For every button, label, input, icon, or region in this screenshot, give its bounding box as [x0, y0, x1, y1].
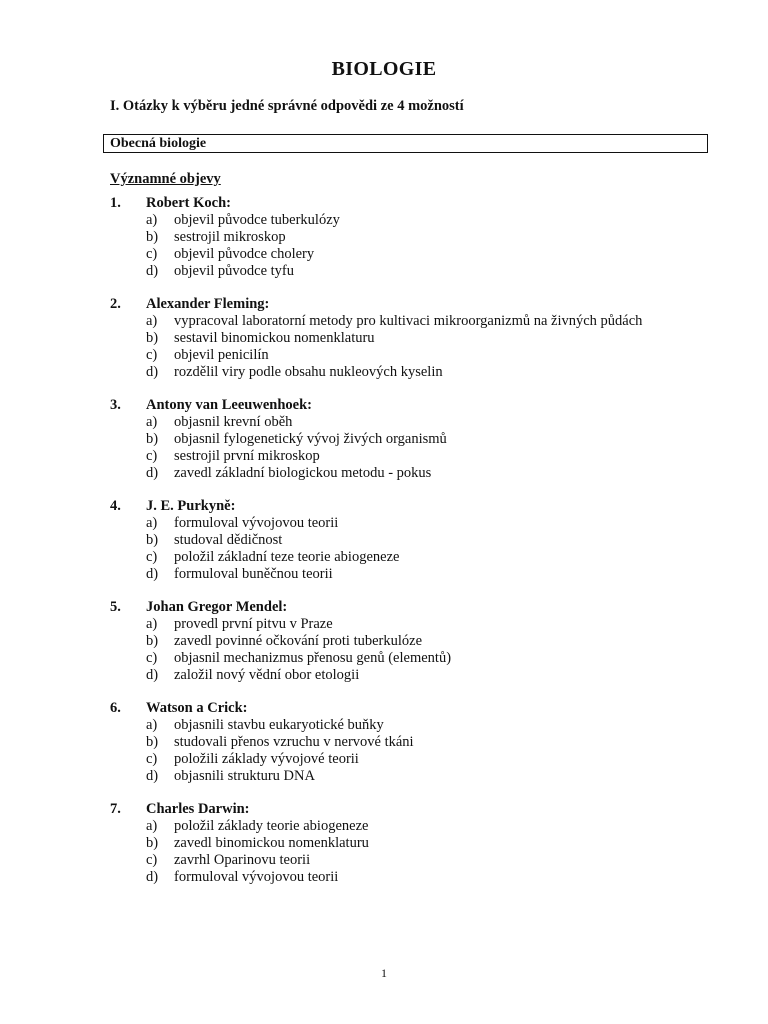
- option-text: formuloval vývojovou teorii: [174, 515, 339, 531]
- question-title: Antony van Leeuwenhoek:: [146, 397, 312, 413]
- option-text: objevil původce tuberkulózy: [174, 212, 340, 228]
- question-title: Charles Darwin:: [146, 801, 250, 817]
- question-item: [0, 801, 768, 902]
- option-text: zavedl povinné očkování proti tuberkulóze: [174, 633, 423, 649]
- option-letter: c): [146, 347, 158, 363]
- question-item: [0, 397, 768, 498]
- option-letter: a): [146, 616, 158, 632]
- option-letter: b): [146, 330, 159, 346]
- option-letter: c): [146, 549, 158, 565]
- option-text: studovali přenos vzruchu v nervové tkáni: [174, 734, 414, 750]
- option-text: provedl první pitvu v Praze: [174, 616, 333, 632]
- option-text: zavrhl Oparinovu teorii: [174, 852, 311, 868]
- option-letter: b): [146, 734, 159, 750]
- option-text: vypracoval laboratorní metody pro kultivaci mikroorganizmů na živných půdách: [174, 313, 643, 329]
- option-letter: b): [146, 431, 159, 447]
- option-letter: c): [146, 852, 158, 868]
- option-text: formuloval vývojovou teorii: [174, 869, 339, 885]
- question-number: 7.: [110, 801, 121, 817]
- option-letter: b): [146, 229, 159, 245]
- option-letter: d): [146, 869, 159, 885]
- question-number: 6.: [110, 700, 121, 716]
- option-text: zavedl základní biologickou metodu - pokus: [174, 465, 432, 481]
- option-letter: a): [146, 414, 158, 430]
- option-letter: c): [146, 246, 158, 262]
- option-letter: c): [146, 751, 158, 767]
- option-text: objasnil fylogenetický vývoj živých organismů: [174, 431, 447, 447]
- option-letter: d): [146, 263, 159, 279]
- question-item: [0, 498, 768, 599]
- page-number: 1: [381, 966, 387, 980]
- option-letter: a): [146, 818, 158, 834]
- option-letter: b): [146, 532, 159, 548]
- question-title: Watson a Crick:: [146, 700, 248, 716]
- question-title: Alexander Fleming:: [146, 296, 270, 312]
- option-text: rozdělil viry podle obsahu nukleových kyselin: [174, 364, 443, 380]
- option-text: studoval dědičnost: [174, 532, 283, 548]
- option-letter: d): [146, 364, 159, 380]
- question-title: Robert Koch:: [146, 195, 231, 211]
- question-number: 1.: [110, 195, 121, 211]
- option-letter: d): [146, 768, 159, 784]
- option-text: položil základy teorie abiogeneze: [174, 818, 369, 834]
- question-item: [0, 700, 768, 801]
- option-letter: d): [146, 465, 159, 481]
- option-text: objasnil mechanizmus přenosu genů (elementů): [174, 650, 452, 666]
- section-heading: Obecná biologie: [110, 136, 207, 151]
- option-text: položil základní teze teorie abiogeneze: [174, 549, 400, 565]
- part-heading: I. Otázky k výběru jedné správné odpovědi ze 4 možností: [110, 98, 464, 114]
- option-text: objevil původce tyfu: [174, 263, 295, 279]
- question-number: 4.: [110, 498, 121, 514]
- option-letter: d): [146, 566, 159, 582]
- option-text: objasnili strukturu DNA: [174, 768, 315, 784]
- question-title: J. E. Purkyně:: [146, 498, 236, 514]
- section-heading-box: [103, 134, 708, 153]
- option-text: objasnil krevní oběh: [174, 414, 293, 430]
- page-title: BIOLOGIE: [331, 58, 437, 80]
- option-letter: c): [146, 650, 158, 666]
- subsection-heading: Významné objevy: [110, 171, 221, 187]
- option-text: zavedl binomickou nomenklaturu: [174, 835, 369, 851]
- option-letter: a): [146, 515, 158, 531]
- option-letter: c): [146, 448, 158, 464]
- question-item: [0, 195, 768, 296]
- option-letter: a): [146, 212, 158, 228]
- option-text: sestrojil první mikroskop: [174, 448, 320, 464]
- option-text: položili základy vývojové teorii: [174, 751, 359, 767]
- question-list: [0, 195, 768, 902]
- question-item: [0, 296, 768, 397]
- option-text: založil nový vědní obor etologii: [174, 667, 360, 683]
- option-letter: d): [146, 667, 159, 683]
- option-text: objevil původce cholery: [174, 246, 315, 262]
- option-text: objasnili stavbu eukaryotické buňky: [174, 717, 384, 733]
- option-text: sestavil binomickou nomenklaturu: [174, 330, 375, 346]
- option-text: objevil penicilín: [174, 347, 269, 363]
- option-letter: a): [146, 313, 158, 329]
- question-title: Johan Gregor Mendel:: [146, 599, 288, 615]
- option-text: formuloval buněčnou teorii: [174, 566, 333, 582]
- option-text: sestrojil mikroskop: [174, 229, 286, 245]
- option-letter: a): [146, 717, 158, 733]
- option-letter: b): [146, 633, 159, 649]
- question-number: 2.: [110, 296, 121, 312]
- question-number: 5.: [110, 599, 121, 615]
- option-letter: b): [146, 835, 159, 851]
- question-item: [0, 599, 768, 700]
- question-number: 3.: [110, 397, 121, 413]
